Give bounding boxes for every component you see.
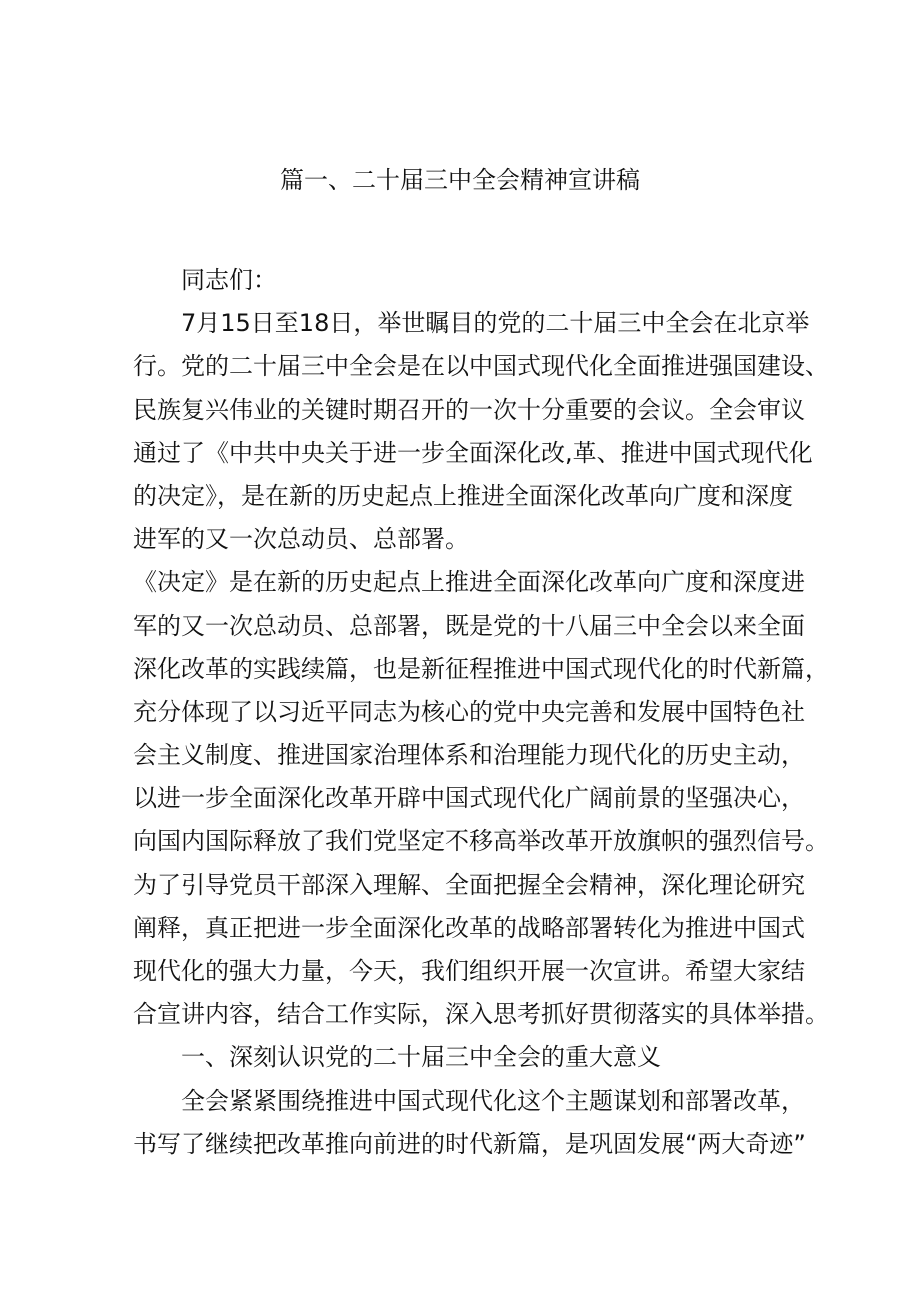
text-line: 为了引导党员干部深入理解、全面把握全会精神，深化理论研究	[133, 870, 805, 899]
text-line: 通过了《中共中央关于进一步全面深化改,革、推进中国式现代化	[133, 438, 813, 467]
text-line: 的决定》，是在新的历史起点上推进全面深化改革向广度和深度	[133, 481, 793, 510]
text-line: 阐释，真正把进一步全面深化改革的战略部署转化为推进中国式	[133, 913, 805, 942]
text-line: 全会紧紧围绕推进中国式现代化这个主题谋划和部署改革，	[181, 1086, 805, 1115]
text-line: 会主义制度、推进国家治理体系和治理能力现代化的历史主动，	[133, 741, 805, 770]
section-heading: 一、深刻认识党的二十届三中全会的重大意义	[181, 1043, 661, 1072]
text-line: 以进一步全面深化改革开辟中国式现代化广阔前景的坚强决心，	[133, 784, 805, 813]
document-title: 篇一、二十届三中全会精神宣讲稿	[280, 166, 640, 194]
text-line: 现代化的强大力量，今天，我们组织开展一次宣讲。希望大家结	[133, 957, 805, 985]
text-line: 军的又一次总动员、总部署，既是党的十八届三中全会以来全面	[133, 611, 805, 640]
text-line: 深化改革的实践续篇，也是新征程推进中国式现代化的时代新篇，	[133, 654, 829, 683]
text-line: 7月15日至18日，举世瞩目的党的二十届三中全会在北京举	[181, 309, 810, 338]
text-line: 书写了继续把改革推向前进的时代新篇，是巩固发展“两大奇迹”	[133, 1129, 806, 1158]
document-body	[133, 259, 829, 1166]
text-line: 《决定》是在新的历史起点上推进全面深化改革向广度和深度进	[133, 568, 805, 597]
text-line: 同志们：	[181, 266, 277, 294]
text-line: 进军的又一次总动员、总部署。	[133, 525, 469, 554]
text-line: 合宣讲内容，结合工作实际，深入思考抓好贯彻落实的具体举措。	[133, 1000, 829, 1029]
text-line: 民族复兴伟业的关键时期召开的一次十分重要的会议。全会审议	[133, 395, 805, 424]
text-line: 充分体现了以习近平同志为核心的党中央完善和发展中国特色社	[133, 697, 805, 726]
text-line: 行。党的二十届三中全会是在以中国式现代化全面推进强国建设、	[133, 352, 829, 381]
text-line: 向国内国际释放了我们党坚定不移高举改革开放旗帜的强烈信号。	[133, 827, 829, 856]
